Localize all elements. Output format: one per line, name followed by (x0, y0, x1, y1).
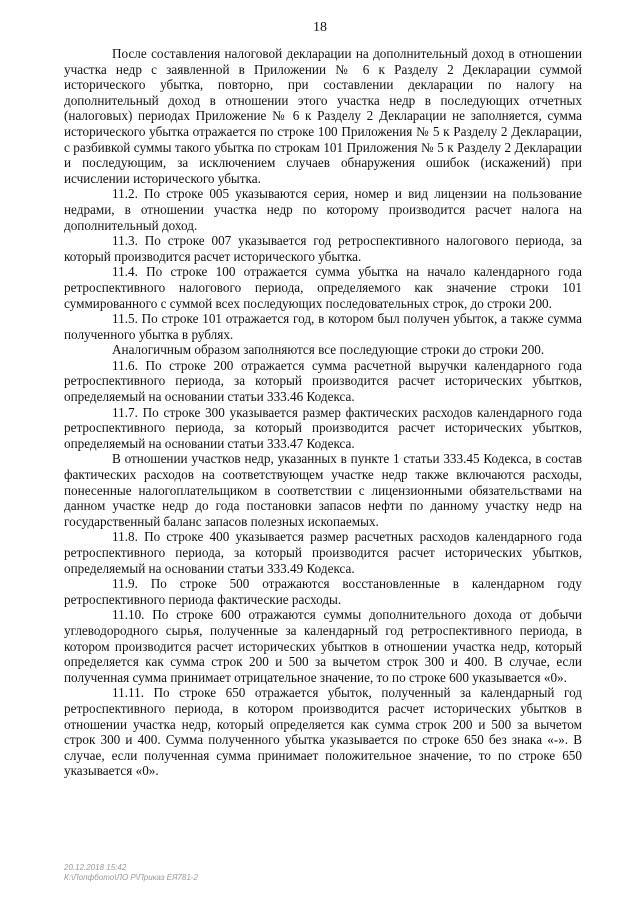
paragraph-11-7-addendum: В отношении участков недр, указанных в пункте 1 статьи 333.45 Кодекса, в состав фактических расходов на соответствующем участке недр также включаются расходы, понесенные налогоплательщиком в соответствии с лицензионными обязательствами на данном участке недр до года постановки запасов нефти по данному участку недр на государственный баланс запасов полезных ископаемых. (64, 451, 582, 529)
paragraph-11-8: 11.8. По строке 400 указывается размер расчетных расходов календарного года ретроспективного периода, за который производится расчет исторических убытков, определяемый на основании статьи 333.49 Кодекса. (64, 529, 582, 576)
paragraph-11-3: 11.3. По строке 007 указывается год ретроспективного налогового периода, за который производится расчет исторического убытка. (64, 233, 582, 264)
paragraph-11-6: 11.6. По строке 200 отражается сумма расчетной выручки календарного года ретроспективного периода, за который производится расчет исторических убытков, определяемый на основании статьи 333.46 Кодекса. (64, 357, 582, 405)
paragraph-11-9: 11.9. По строке 500 отражаются восстановленные в календарном году ретроспективного периода фактические расходы. (64, 576, 582, 607)
paragraph-intro: После составления налоговой декларации на дополнительный доход в отношении участка недр с заявленной в Приложении № 6 к Разделу 2 Декларации суммой исторического убытка, повторно, при составлении декларации по налогу на дополнительный доход в отношении этого участка недр в последующих отчетных (налоговых) периодах Приложение № 6 к Разделу 2 Декларации не заполняется, сумма исторического убытка отражается по строке 100 Приложения № 5 к Разделу 2 Декларации, с разбивкой суммы такого убытка по строкам 101 Приложения № 5 к Разделу 2 Декларации и последующим, за исключением случаев обнаружения ошибок (искажений) при исчислении исторического убытка. (64, 46, 582, 186)
page-number: 18 (313, 20, 327, 35)
paragraph-11-5: 11.5. По строке 101 отражается год, в котором был получен убыток, а также сумма полученного убытка в рублях. (64, 311, 582, 342)
paragraph-11-4: 11.4. По строке 100 отражается сумма убытка на начало календарного года ретроспективного налогового периода, определяемого как значение строки 101 суммированного с суммой всех последующих последовательных строк, до строки 200. (64, 264, 582, 311)
paragraph-11-7: 11.7. По строке 300 указывается размер фактических расходов календарного года ретроспективного периода, за который производится расчет исторических убытков, определяемый на основании статьи 333.47 Кодекса. (64, 404, 582, 451)
paragraph-11-10: 11.10. По строке 600 отражаются суммы дополнительного дохода от добычи углеводородного сырья, полученные за календарный год ретроспективного периода, в котором производится расчет исторических убытков в отношении участка недр, который определяется как сумма строк 200 и 500 за вычетом строк 300 и 400. В случае, если полученная сумма принимает отрицательное значение, то по строке 600 указывается «0». (64, 607, 582, 685)
paragraph-11-2: 11.2. По строке 005 указываются серия, номер и вид лицензии на пользование недрами, в отношении участка недр по которому производится расчет налога на дополнительный доход. (64, 186, 582, 233)
footer-file-path: К:\Лопфбото\ЛО Р\Приказ ЕЯ781-2 (64, 873, 198, 882)
paragraph-11-11: 11.11. По строке 650 отражается убыток, полученный за календарный год ретроспективного периода, в котором производится расчет исторических убытков в отношении участка недр, который определяется как сумма строк 200 и 500 за вычетом строк 300 и 400. Сумма полученного убытка указывается по строке 650 без знака «-». В случае, если полученная сумма принимает положительное значение, то по строке 650 указывается «0». (64, 685, 582, 779)
body-text (64, 46, 582, 779)
footer-stamp (64, 863, 198, 883)
footer-timestamp: 20.12.2018 15:42 (64, 863, 127, 872)
paragraph-analogous: Аналогичным образом заполняются все последующие строки до строки 200. (112, 342, 545, 358)
